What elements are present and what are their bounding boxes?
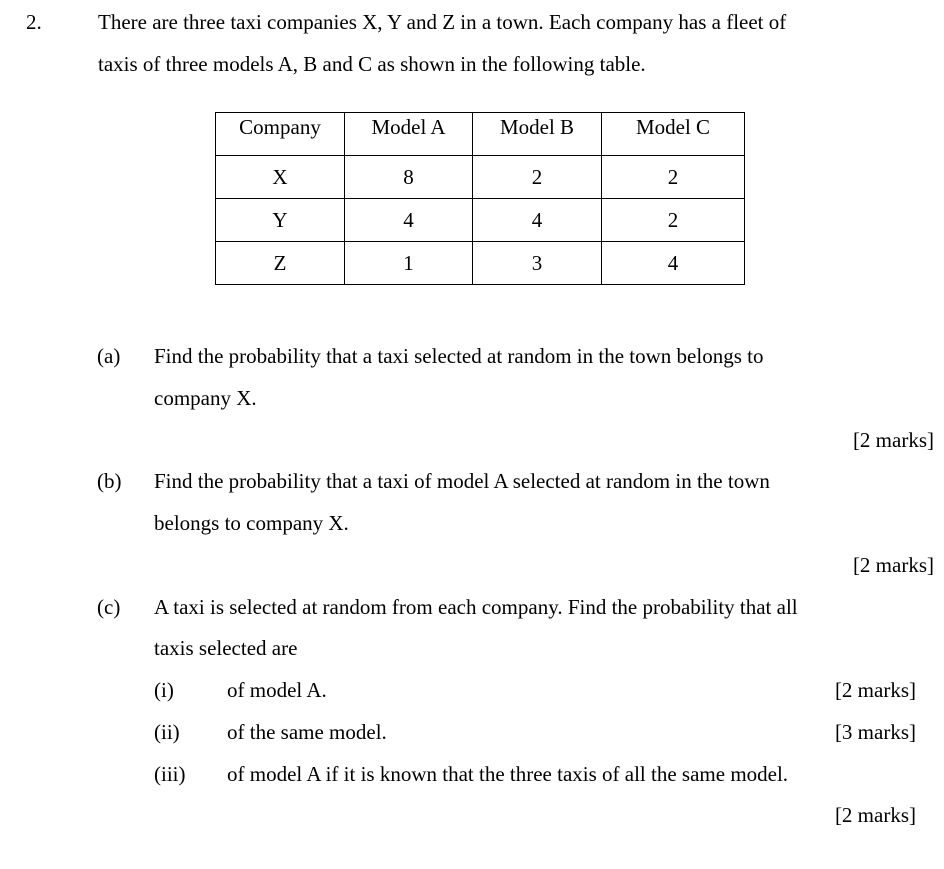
taxi-fleet-table: [215, 112, 745, 285]
part-b-text-line-1: Find the probability that a taxi of model A selected at random in the town: [154, 469, 770, 493]
part-a-text-line-2: company X.: [154, 386, 257, 410]
part-c-i-text: of model A.: [227, 678, 327, 702]
part-b-text-line-2: belongs to company X.: [154, 511, 349, 535]
part-c-iii-marks: [2 marks]: [834, 803, 916, 827]
part-c-ii-marks: [3 marks]: [834, 720, 916, 744]
header-model-b: Model B: [473, 113, 602, 156]
table-cell: 2: [602, 199, 745, 242]
part-c-i-marks: [2 marks]: [834, 678, 916, 702]
table-row: [216, 242, 745, 285]
table-cell: 4: [473, 199, 602, 242]
table-row: [216, 199, 745, 242]
table-row: [216, 156, 745, 199]
part-a-label: (a): [97, 344, 121, 368]
part-c-iii-label: (iii): [154, 762, 186, 786]
table-cell: 2: [473, 156, 602, 199]
part-c-text-line-2: taxis selected are: [154, 636, 298, 660]
table-cell: 8: [345, 156, 473, 199]
table-cell: Y: [216, 199, 345, 242]
part-c-text-line-1: A taxi is selected at random from each company. Find the probability that all: [154, 595, 798, 619]
part-c-ii-label: (ii): [154, 720, 180, 744]
part-c-ii-text: of the same model.: [227, 720, 387, 744]
part-c-label: (c): [97, 595, 121, 619]
table-header-row: [216, 113, 745, 156]
header-company: Company: [216, 113, 345, 156]
table-cell: X: [216, 156, 345, 199]
part-c-iii-text: of model A if it is known that the three taxis of all the same model.: [227, 762, 789, 786]
part-c-i-label: (i): [154, 678, 174, 702]
header-model-a: Model A: [345, 113, 473, 156]
table-cell: 2: [602, 156, 745, 199]
table-cell: 1: [345, 242, 473, 285]
table-cell: 3: [473, 242, 602, 285]
header-model-c: Model C: [602, 113, 745, 156]
part-a-text-line-1: Find the probability that a taxi selected at random in the town belongs to: [154, 344, 764, 368]
table-cell: 4: [345, 199, 473, 242]
table-cell: Z: [216, 242, 345, 285]
question-intro-line-1: There are three taxi companies X, Y and Z in a town. Each company has a fleet of: [98, 10, 787, 34]
question-intro-line-2: taxis of three models A, B and C as shown in the following table.: [98, 52, 646, 76]
part-b-label: (b): [97, 469, 122, 493]
part-b-marks: [2 marks]: [852, 553, 934, 577]
table-cell: 4: [602, 242, 745, 285]
part-a-marks: [2 marks]: [852, 428, 934, 452]
question-number: 2.: [26, 10, 42, 34]
